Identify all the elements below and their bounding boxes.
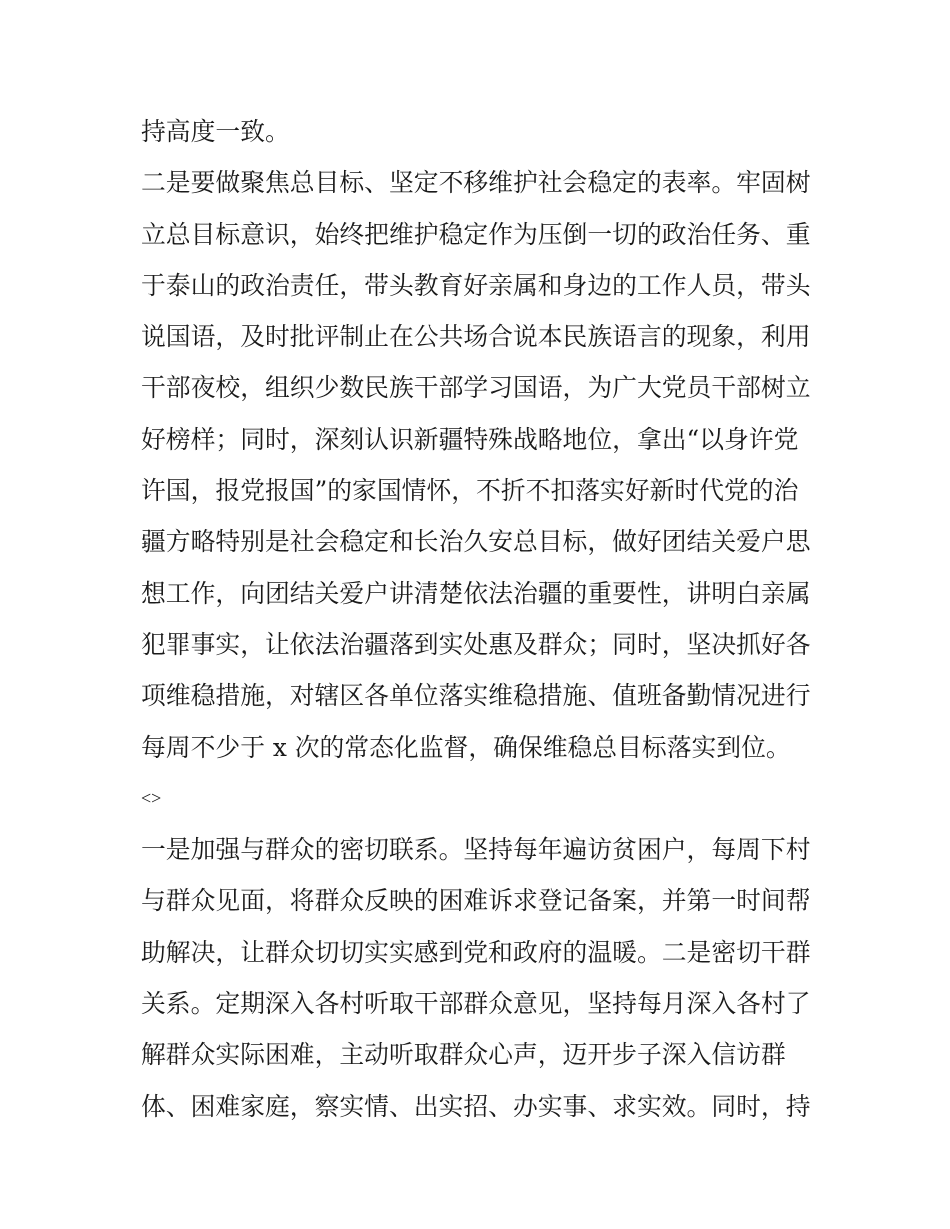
text-line: 每周不少于 x 次的常态化监督，确保维稳总目标落实到位。	[141, 732, 791, 762]
text-line: 解群众实际困难，主动听取群众心声，迈开步子深入信访群	[141, 1040, 786, 1070]
text-line: 疆方略特别是社会稳定和长治久安总目标，做好团结关爱户思	[141, 527, 811, 557]
text-line: 犯罪事实，让依法治疆落到实处惠及群众；同时，坚决抓好各	[141, 629, 811, 659]
text-line: 持高度一致。	[141, 117, 290, 146]
text-line: 说国语，及时批评制止在公共场合说本民族语言的现象，利用	[141, 322, 811, 352]
text-line: 干部夜校，组织少数民族干部学习国语，为广大党员干部树立	[141, 373, 811, 403]
text-line: 立总目标意识，始终把维护稳定作为压倒一切的政治任务、重	[141, 219, 811, 249]
text-line: 体、困难家庭，察实情、出实招、办实事、求实效。同时，持	[141, 1091, 811, 1121]
text-line: 与群众见面，将群众反映的困难诉求登记备案，并第一时间帮	[141, 886, 811, 916]
body-text	[141, 106, 813, 1132]
section-marker: <>	[141, 787, 162, 808]
text-line: 关系。定期深入各村听取干部群众意见，坚持每月深入各村了	[141, 989, 811, 1019]
text-line: 项维稳措施，对辖区各单位落实维稳措施、值班备勤情况进行	[141, 681, 811, 711]
text-line: 想工作，向团结关爱户讲清楚依法治疆的重要性，讲明白亲属	[141, 578, 811, 608]
text-line: 于泰山的政治责任，带头教育好亲属和身边的工作人员，带头	[141, 270, 811, 300]
text-line: 好榜样；同时，深刻认识新疆特殊战略地位，拿出“以身许党	[141, 424, 799, 454]
text-line: 助解决，让群众切切实实感到党和政府的温暖。二是密切干群	[141, 937, 811, 967]
text-line: 许国，报党报国”的家国情怀，不折不扣落实好新时代党的治	[141, 476, 799, 506]
text-line: 一是加强与群众的密切联系。坚持每年遍访贫困户，每周下村	[141, 835, 811, 865]
text-line: 二是要做聚焦总目标、坚定不移维护社会稳定的表率。牢固树	[141, 168, 811, 198]
